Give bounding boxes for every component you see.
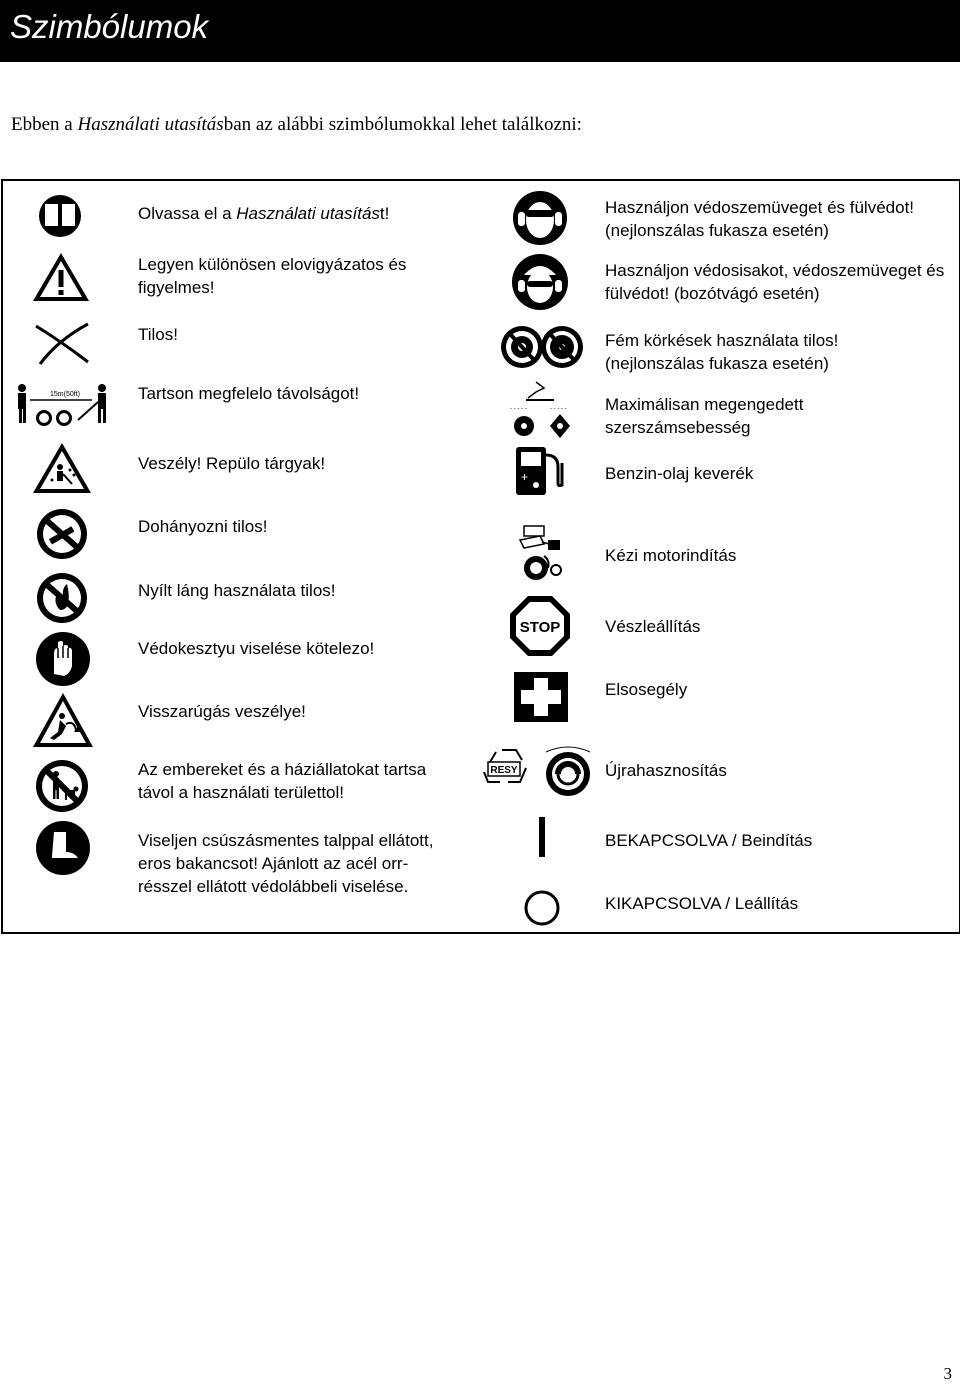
right-text-8: Elsosegély xyxy=(605,680,688,699)
max-speed-icon xyxy=(506,378,578,442)
left-text-1: Olvassa el a Használati utasítást! xyxy=(138,204,390,223)
intro-after: ban az alábbi szimbólumokkal lehet találkozni: xyxy=(223,114,582,135)
prohibited-x-icon xyxy=(32,320,92,368)
right-text-10: BEKAPCSOLVA / Beindítás xyxy=(605,831,813,850)
page-number: 3 xyxy=(943,1364,952,1383)
no-smoking-icon xyxy=(32,506,92,562)
svg-text:15m(50ft): 15m(50ft) xyxy=(50,391,80,398)
intro-text xyxy=(11,114,582,136)
off-switch-icon xyxy=(522,888,562,928)
flying-objects-icon xyxy=(30,440,94,496)
intro-italic: Használati utasítás xyxy=(77,114,224,135)
title-bar xyxy=(0,0,960,62)
on-switch-icon xyxy=(535,815,549,859)
svg-text:- - - - -: - - - - - xyxy=(510,406,527,412)
right-text-9: Újrahasznosítás xyxy=(605,761,727,780)
helmet-goggles-ear-icon xyxy=(510,253,570,311)
left-text-9: Visszarúgás veszélye! xyxy=(138,702,306,721)
right-text-4: Maximálisan megengedett szerszámsebesség xyxy=(605,395,804,437)
svg-text:+: + xyxy=(521,470,529,484)
gloves-icon xyxy=(34,630,92,688)
recycling-badge: RESY xyxy=(490,765,518,776)
manual-start-icon xyxy=(514,522,570,584)
right-text-7: Vészleállítás xyxy=(605,617,701,636)
recycling-icon xyxy=(480,742,600,802)
left-text-10: Az embereket és a háziállatokat tartsa távol a használati területtol! xyxy=(138,760,427,802)
keep-away-people-animals-icon xyxy=(32,756,92,816)
left-text-6: Dohányozni tilos! xyxy=(138,517,268,536)
stop-sign-label: STOP xyxy=(519,619,561,636)
first-aid-icon xyxy=(512,670,570,724)
left-text-8: Védokesztyu viselése kötelezo! xyxy=(138,639,375,658)
warning-triangle-icon xyxy=(30,250,92,304)
stop-sign-icon xyxy=(508,594,572,658)
right-text-1: Használjon védoszemüveget és fülvédot! (nejlonszálas fukasza esetén) xyxy=(605,198,915,240)
svg-text:- - - - -: - - - - - xyxy=(550,406,567,412)
safety-boots-icon xyxy=(34,820,92,876)
manual-book-icon xyxy=(32,193,88,239)
fuel-mix-icon xyxy=(512,443,570,499)
page-title: Szimbólumok xyxy=(10,8,209,45)
right-text-2: Használjon védosisakot, védoszemüveget és fülvédot! (bozótvágó esetén) xyxy=(605,261,945,303)
right-text-6: Kézi motorindítás xyxy=(605,546,737,565)
safe-distance-icon xyxy=(12,382,118,430)
intro-before: Ebben a xyxy=(11,114,78,135)
goggles-ear-protection-icon xyxy=(510,190,570,246)
right-text-5: Benzin-olaj keverék xyxy=(605,464,754,483)
left-text-7: Nyílt láng használata tilos! xyxy=(138,581,336,600)
no-metal-blades-icon xyxy=(500,322,584,372)
left-text-11: Viseljen csúszásmentes talppal ellátott, eros bakancsot! Ajánlott az acél orr-résszel ellátott védolábbeli viselése. xyxy=(138,831,434,896)
right-text-11: KIKAPCSOLVA / Leállítás xyxy=(605,894,799,913)
no-open-flame-icon xyxy=(32,570,92,626)
kickback-icon xyxy=(30,690,96,750)
right-text-3: Fém körkések használata tilos! (nejlonszálas fukasza esetén) xyxy=(605,331,839,373)
left-text-2: Legyen különösen elovigyázatos és figyelmes! xyxy=(138,255,407,297)
left-text-5: Veszély! Repülo tárgyak! xyxy=(138,454,326,473)
left-text-3: Tilos! xyxy=(138,325,178,344)
left-text-4: Tartson megfelelo távolságot! xyxy=(138,384,360,403)
